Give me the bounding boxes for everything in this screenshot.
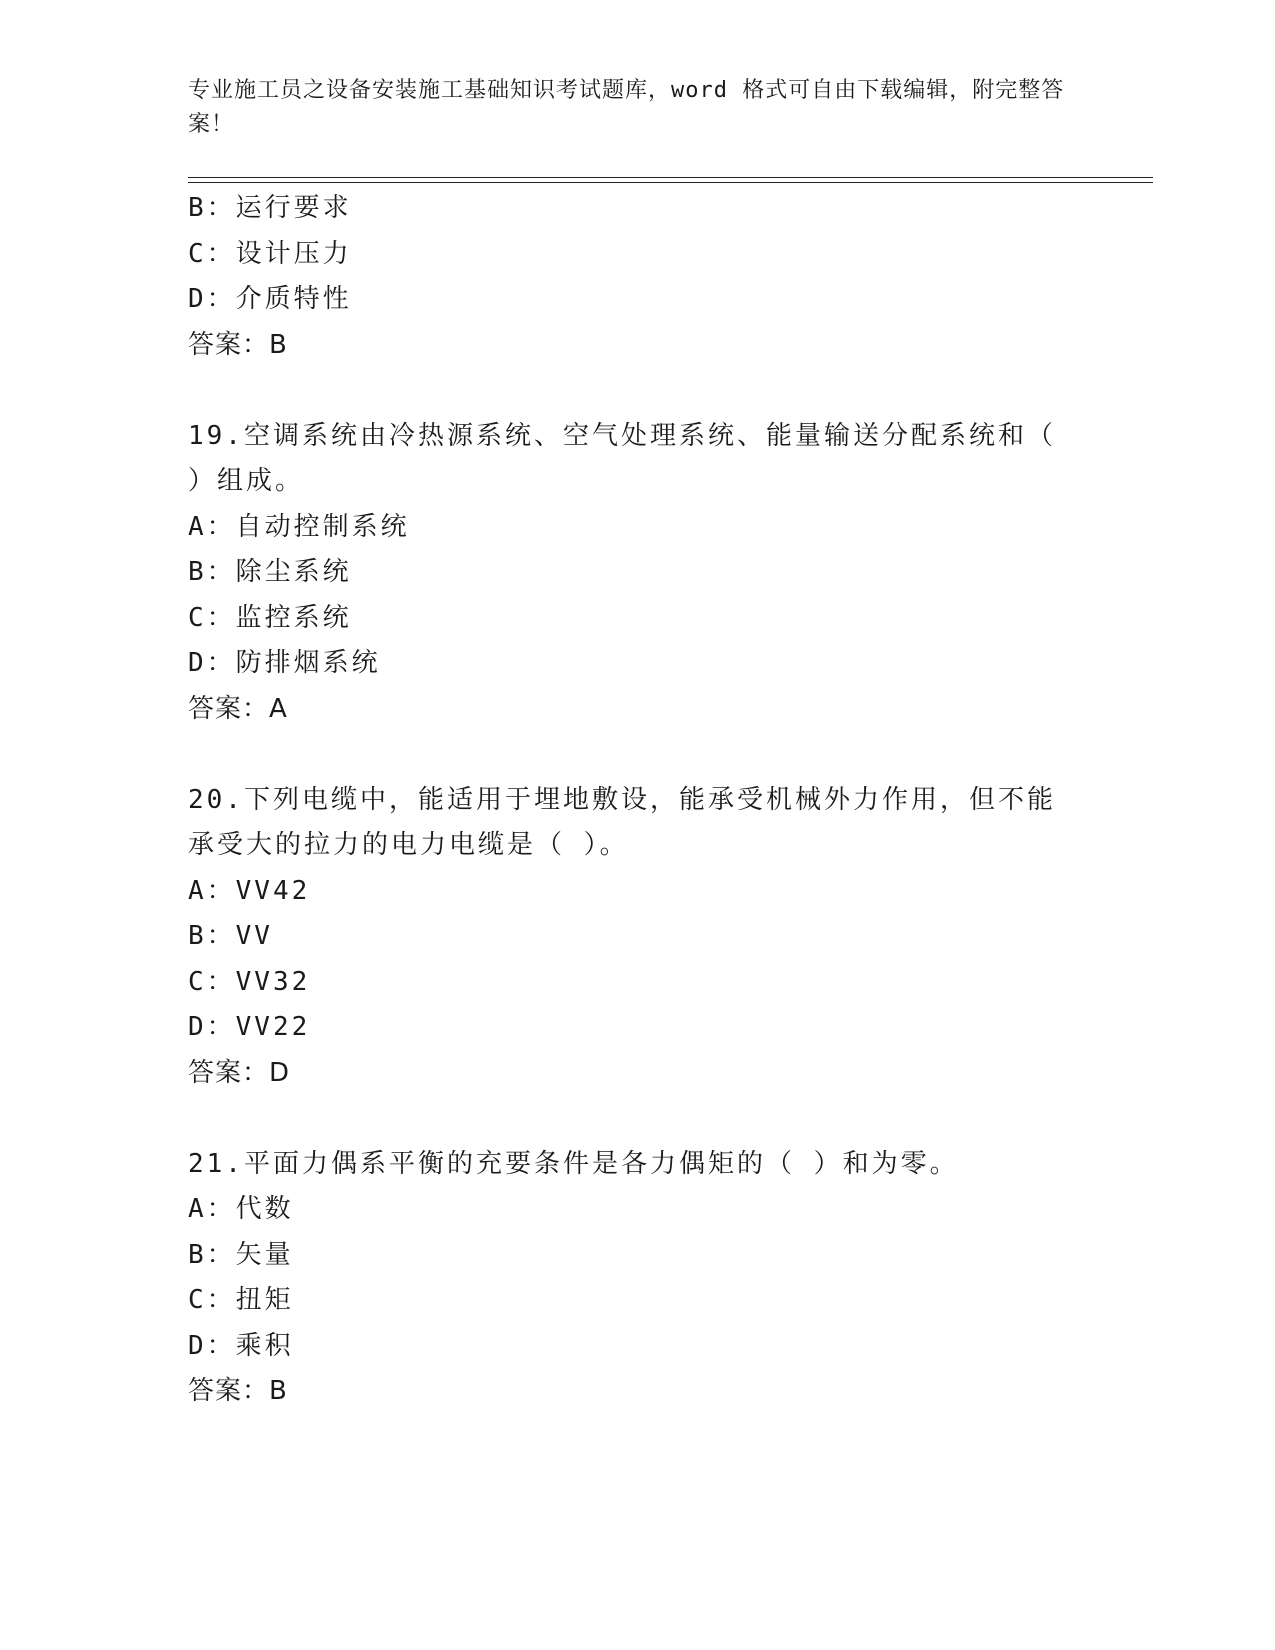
answer-line: 答案：A (188, 693, 288, 724)
option-d: D：防排烟系统 (188, 648, 381, 678)
option-c: C：扭矩 (188, 1285, 294, 1315)
document-header: 专业施工员之设备安装施工基础知识考试题库，word 格式可自由下载编辑，附完整答案！ (188, 78, 1065, 137)
option-b: B：矢量 (188, 1239, 294, 1270)
option-c: C：VV32 (188, 966, 311, 997)
question-text: 20.下列电缆中，能适用于埋地敷设，能承受机械外力作用，但不能承受大的拉力的电力电缆是（ ）。 (188, 784, 1056, 860)
option-a: A：代数 (188, 1194, 294, 1224)
option-c: C：监控系统 (188, 602, 352, 633)
header-divider-bottom (188, 182, 1153, 183)
answer-line: 答案：D (188, 1057, 291, 1088)
header-divider-top (188, 177, 1153, 178)
question-block-21 (188, 1142, 1088, 1415)
question-text: 21.平面力偶系平衡的充要条件是各力偶矩的（ ）和为零。 (188, 1148, 959, 1179)
question-block-20 (188, 778, 1088, 1097)
option-b: B：除尘系统 (188, 557, 352, 587)
option-b: B：VV (188, 921, 273, 951)
question-block-18 (188, 186, 1088, 368)
option-b: B：运行要求 (188, 193, 352, 223)
option-a: A：自动控制系统 (188, 511, 410, 542)
option-a: A：VV42 (188, 875, 311, 906)
question-list (188, 186, 1088, 1415)
question-text: 19.空调系统由冷热源系统、空气处理系统、能量输送分配系统和（ ）组成。 (188, 420, 1056, 496)
option-c: C：设计压力 (188, 238, 352, 269)
option-d: D：介质特性 (188, 284, 352, 314)
question-block-19 (188, 414, 1088, 733)
option-d: D：乘积 (188, 1330, 294, 1361)
answer-line: 答案：B (188, 1376, 288, 1406)
answer-line: 答案：B (188, 329, 288, 360)
option-d: D：VV22 (188, 1012, 311, 1042)
